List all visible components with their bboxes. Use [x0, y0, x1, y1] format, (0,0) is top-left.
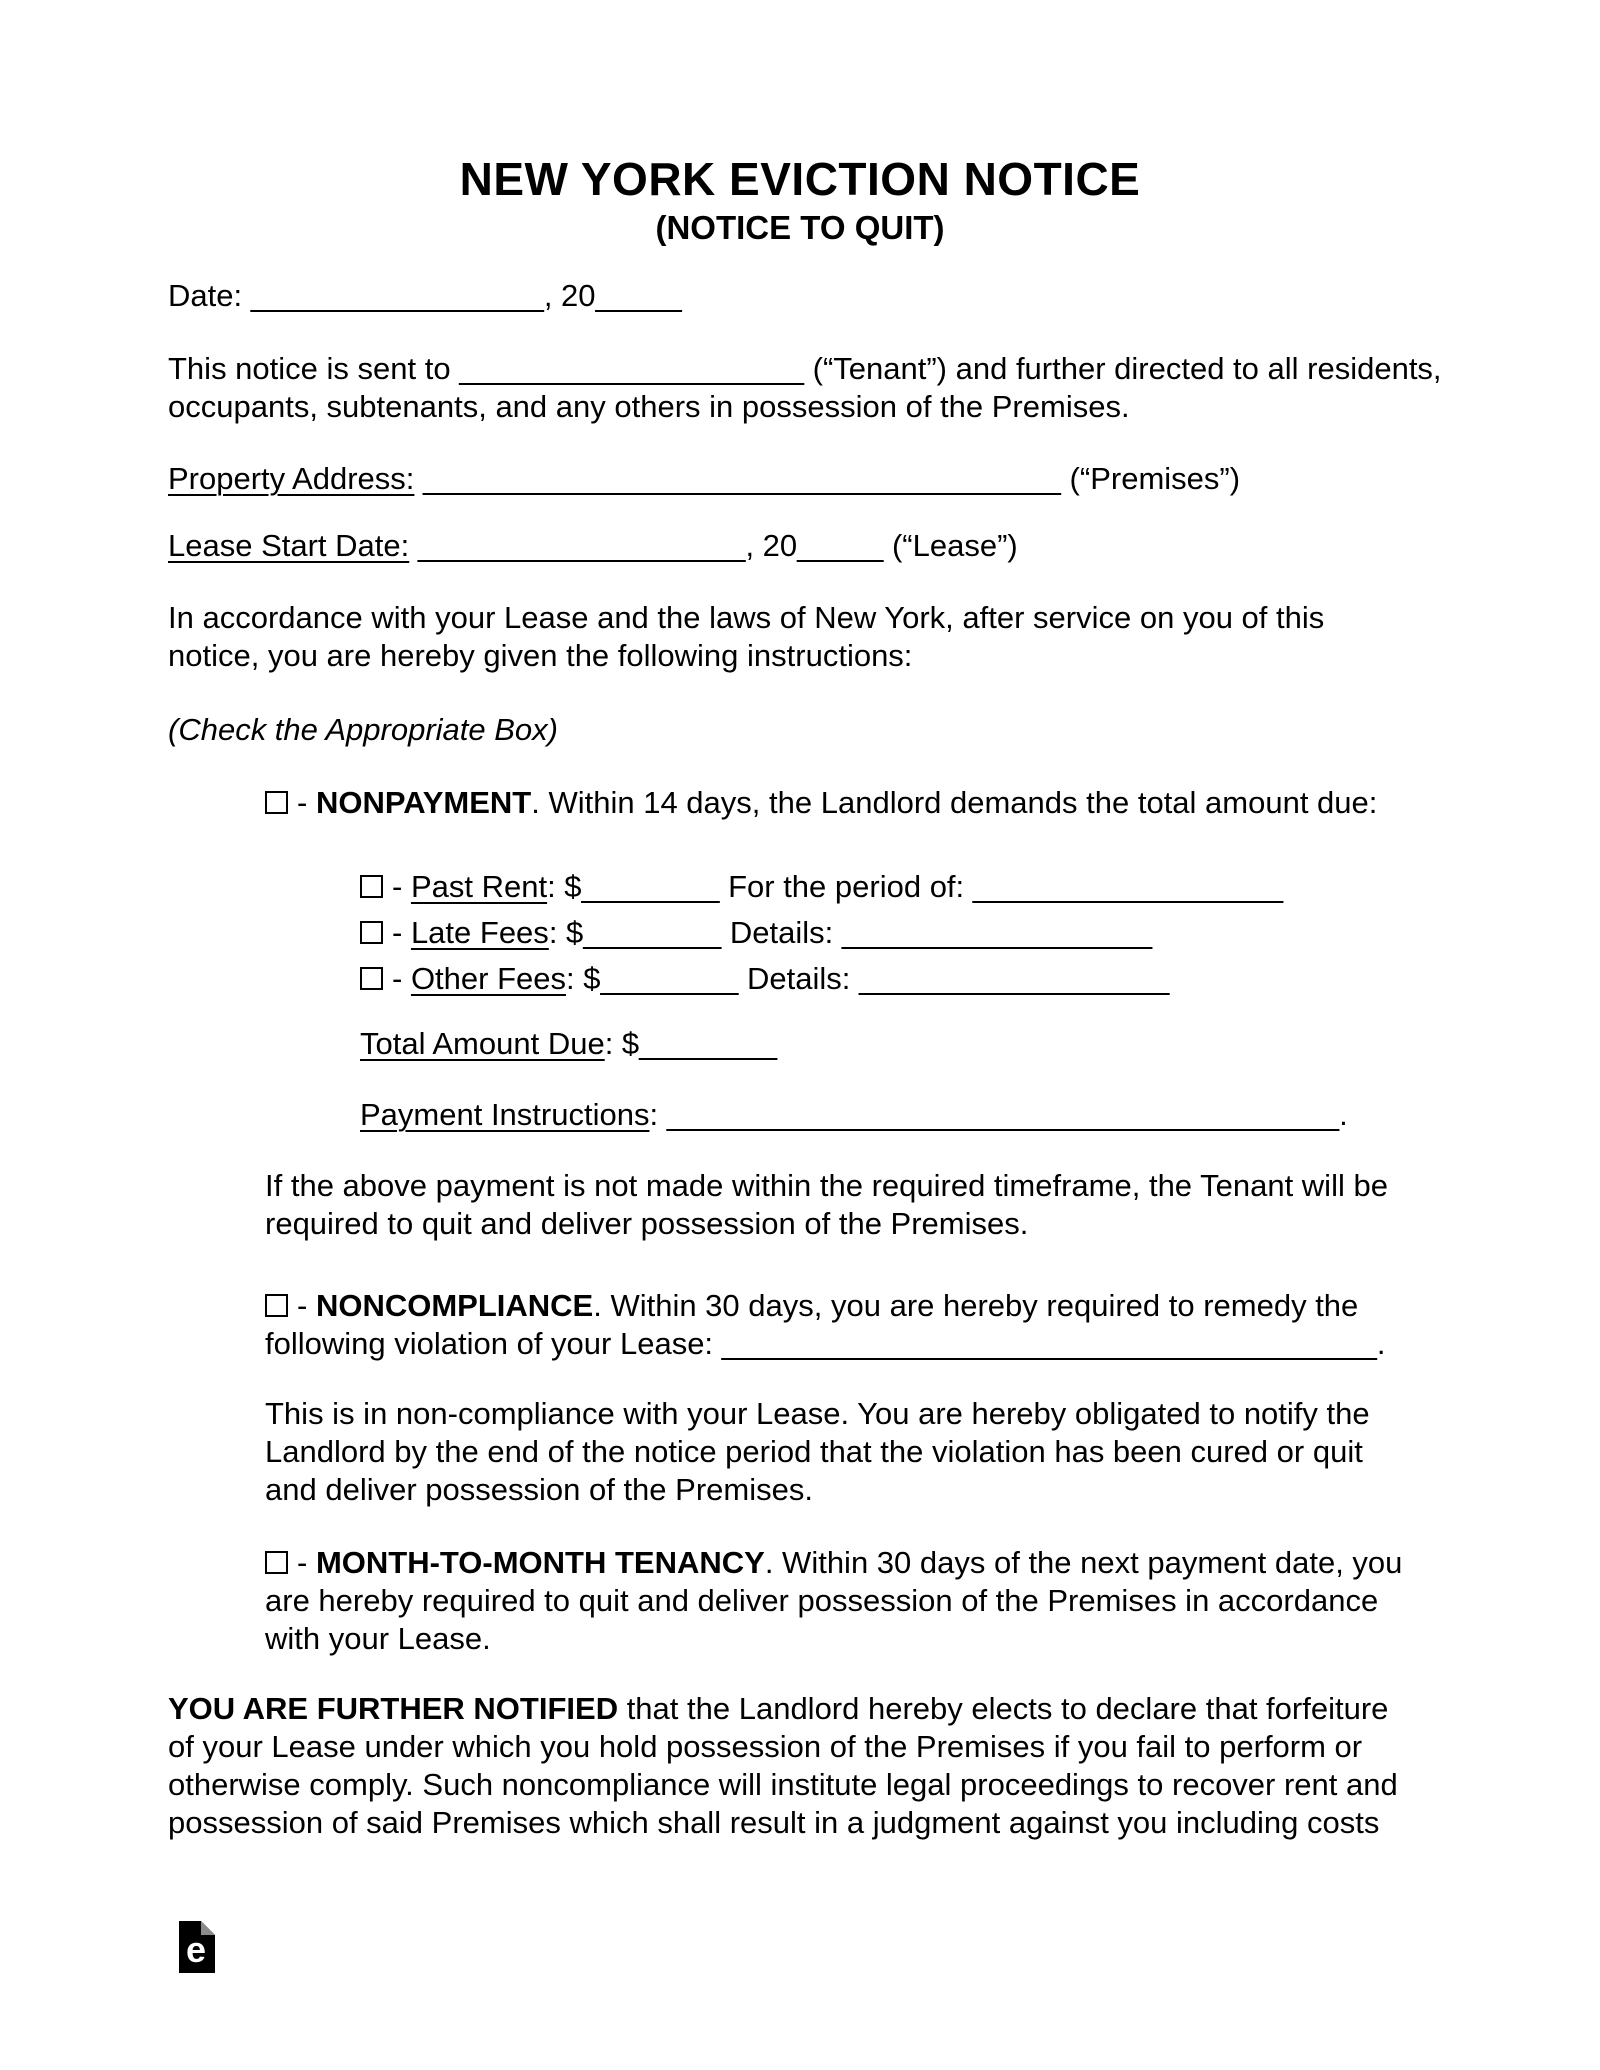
noncompliance-text: following violation of your Lease: [265, 1326, 722, 1361]
further-notified-lead: YOU ARE FURTHER NOTIFIED [168, 1691, 619, 1726]
late-fees-line [360, 910, 1283, 956]
intro-text: In accordance with your Lease and the laws of New York, after service on you of this [168, 600, 1325, 635]
nonpayment-option [265, 784, 1377, 822]
property-address-line [168, 460, 1240, 498]
further-notified-paragraph [168, 1690, 1398, 1842]
lease-mid: , 20 [745, 528, 798, 563]
eforms-logo-graphic [179, 1921, 215, 1973]
noncompliance-para-text: Landlord by the end of the notice period that the violation has been cured or quit [265, 1434, 1363, 1469]
noncompliance-option [265, 1287, 1385, 1363]
nonpayment-subitems [360, 864, 1283, 1002]
date-line [168, 277, 682, 315]
date-blank[interactable]: _________________ [250, 278, 544, 313]
month-to-month-option [265, 1544, 1402, 1658]
title-block [0, 152, 1600, 250]
property-address-label: Property Address: [168, 461, 415, 496]
violation-blank[interactable]: ______________________________________ [721, 1326, 1377, 1361]
intro-paragraph [168, 599, 1324, 675]
noncompliance-para-text: This is in non-compliance with your Lease. You are hereby obligated to notify the [265, 1396, 1370, 1431]
recipient-text: This notice is sent to [168, 351, 460, 386]
total-amount-colon: : $ [604, 1026, 640, 1061]
lease-start-label: Lease Start Date: [168, 528, 410, 563]
premises-suffix: (“Premises”) [1060, 461, 1241, 496]
nonpayment-label: NONPAYMENT [315, 785, 532, 820]
recipient-text: (“Tenant”) and further directed to all residents, [804, 351, 1442, 386]
recipient-text: occupants, subtenants, and any others in possession of the Premises. [168, 389, 1130, 424]
tenant-name-blank[interactable]: ____________________ [459, 351, 805, 386]
document-title: NEW YORK EVICTION NOTICE [459, 153, 1141, 205]
other-fees-line [360, 956, 1283, 1002]
further-notified-text: that the Landlord hereby elects to declare that forfeiture [618, 1691, 1389, 1726]
payment-instructions-line [360, 1096, 1348, 1134]
month-to-month-label: MONTH-TO-MONTH TENANCY [315, 1545, 765, 1580]
dash: - [297, 785, 316, 820]
eforms-logo-letter: e [185, 1929, 207, 1970]
other-fees-amount-blank[interactable]: ________ [600, 961, 739, 996]
further-notified-text: possession of said Premises which shall result in a judgment against you including costs [168, 1805, 1380, 1840]
month-to-month-text: . Within 30 days of the next payment date, you [764, 1545, 1403, 1580]
property-address-blank[interactable]: _____________________________________ [414, 461, 1061, 496]
checkbox-month-to-month[interactable] [265, 1551, 288, 1574]
dash: - [297, 1545, 316, 1580]
consequence-text: required to quit and deliver possession of the Premises. [265, 1206, 1029, 1241]
past-rent-amount-blank[interactable]: ________ [581, 869, 720, 904]
total-amount-label: Total Amount Due [360, 1026, 605, 1061]
past-rent-label: Past Rent [410, 869, 548, 904]
recipient-paragraph [168, 350, 1442, 426]
past-rent-line [360, 864, 1283, 910]
dash: - [392, 869, 411, 904]
lease-date-blank[interactable]: ___________________ [409, 528, 746, 563]
month-to-month-text: are hereby required to quit and deliver possession of the Premises in accordance [265, 1583, 1379, 1618]
checkbox-past-rent[interactable] [360, 875, 383, 898]
checkbox-nonpayment[interactable] [265, 791, 288, 814]
other-fees-details-label: Details: [738, 961, 860, 996]
past-rent-period-label: For the period of: [719, 869, 973, 904]
date-label: Date: [168, 278, 251, 313]
month-to-month-text: with your Lease. [265, 1621, 491, 1656]
payment-instructions-period: . [1339, 1097, 1348, 1132]
other-fees-label: Other Fees [410, 961, 566, 996]
late-fees-details-label: Details: [721, 915, 842, 950]
payment-instructions-colon: : [649, 1097, 667, 1132]
noncompliance-text: . Within 30 days, you are hereby required to remedy the [593, 1288, 1359, 1323]
noncompliance-label: NONCOMPLIANCE [315, 1288, 594, 1323]
late-fees-label: Late Fees [410, 915, 549, 950]
past-rent-period-blank[interactable]: __________________ [972, 869, 1284, 904]
noncompliance-paragraph [265, 1395, 1370, 1509]
date-year-blank[interactable]: _____ [595, 278, 682, 313]
payment-instructions-blank[interactable]: _______________________________________ [666, 1097, 1340, 1132]
consequence-text: If the above payment is not made within the required timeframe, the Tenant will be [265, 1168, 1388, 1203]
lease-suffix: (“Lease”) [883, 528, 1018, 563]
late-fees-colon: : $ [548, 915, 584, 950]
other-fees-colon: : $ [566, 961, 601, 996]
late-fees-amount-blank[interactable]: ________ [583, 915, 722, 950]
dash: - [392, 915, 411, 950]
checkbox-late-fees[interactable] [360, 921, 383, 944]
document-subtitle: (NOTICE TO QUIT) [655, 209, 945, 246]
lease-year-blank[interactable]: _____ [797, 528, 884, 563]
total-amount-line [360, 1025, 777, 1063]
late-fees-details-blank[interactable]: __________________ [841, 915, 1153, 950]
total-amount-blank[interactable]: ________ [639, 1026, 778, 1061]
date-mid: , 20 [543, 278, 596, 313]
past-rent-colon: : $ [547, 869, 582, 904]
lease-start-line [168, 527, 1018, 565]
further-notified-text: otherwise comply. Such noncompliance will institute legal proceedings to recover rent and [168, 1767, 1398, 1802]
further-notified-text: of your Lease under which you hold possession of the Premises if you fail to perform or [168, 1729, 1363, 1764]
dash: - [392, 961, 411, 996]
dash: - [297, 1288, 316, 1323]
checkbox-noncompliance[interactable] [265, 1294, 288, 1317]
nonpayment-text: . Within 14 days, the Landlord demands the total amount due: [531, 785, 1378, 820]
payment-instructions-label: Payment Instructions [360, 1097, 650, 1132]
noncompliance-para-text: and deliver possession of the Premises. [265, 1472, 813, 1507]
noncompliance-period: . [1376, 1326, 1386, 1361]
eforms-logo [179, 1921, 215, 1973]
intro-text: notice, you are hereby given the following instructions: [168, 638, 913, 673]
nonpayment-consequence-paragraph [265, 1167, 1388, 1243]
other-fees-details-blank[interactable]: __________________ [859, 961, 1170, 996]
checkbox-other-fees[interactable] [360, 967, 383, 990]
check-box-note: (Check the Appropriate Box) [168, 712, 558, 747]
